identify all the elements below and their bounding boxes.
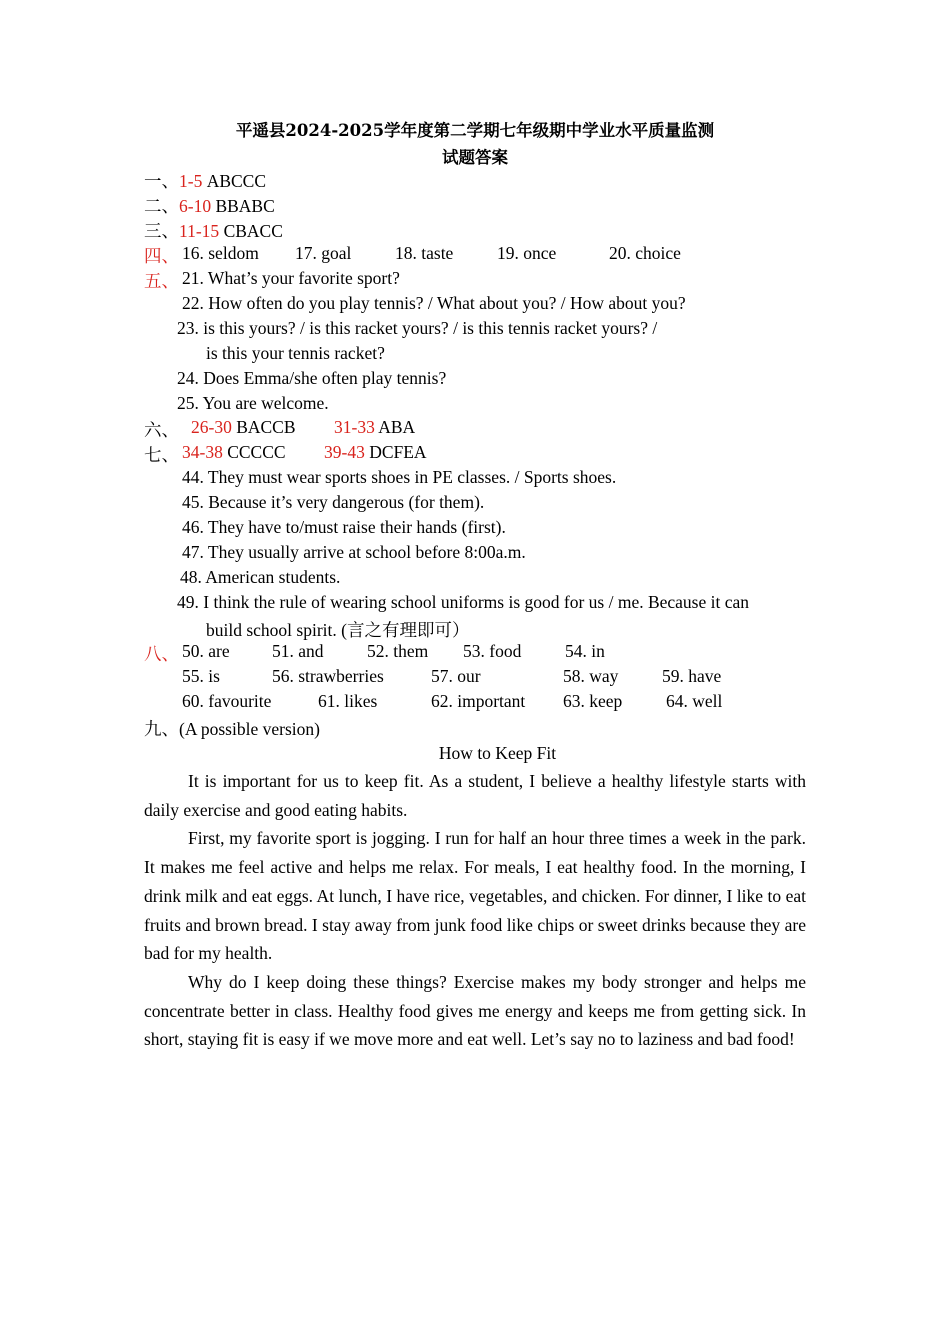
section-label: 二、 — [144, 196, 179, 216]
version-note: (A possible version) — [179, 719, 320, 739]
section-2 — [144, 193, 275, 218]
answer-key: ABCCC — [206, 171, 267, 191]
answer-range: 31-33 — [334, 417, 375, 437]
answer-key: ABA — [378, 417, 416, 437]
page-subtitle: 试题答案 — [442, 148, 508, 167]
essay-paragraph: It is important for us to keep fit. As a student, I believe a healthy lifestyle starts with daily exercise and good eating habits. — [144, 771, 806, 820]
answer-item: 62. important — [431, 691, 526, 711]
answer-line: 48. American students. — [180, 567, 341, 587]
answer-item: 20. choice — [609, 243, 681, 263]
answer-item: 63. keep — [563, 691, 623, 711]
answer-range: 6-10 — [179, 196, 212, 216]
page-title: 平遥县2024-2025学年度第二学期七年级期中学业水平质量监测 — [235, 121, 715, 140]
answer-range: 1-5 — [179, 171, 203, 191]
answer-line: 22. How often do you play tennis? / What about you? / How about you? — [182, 293, 686, 313]
section-label: 五、 — [144, 271, 179, 291]
answer-line: 21. What’s your favorite sport? — [182, 268, 400, 288]
answer-group — [182, 442, 286, 463]
answer-line: 24. Does Emma/she often play tennis? — [177, 368, 447, 388]
answer-item: 16. seldom — [182, 243, 259, 263]
answer-item: 59. have — [662, 666, 722, 686]
answer-line: 23. is this yours? / is this racket yours? / is this tennis racket yours? / — [177, 318, 658, 338]
essay-paragraph: Why do I keep doing these things? Exercise makes my body stronger and helps me concentrate better in class. Healthy food gives me energy and keeps me from getting sick. In short, staying fit is easy if we move more and eat well. Let’s say no to laziness and bad food! — [144, 971, 806, 1050]
essay-paragraph: First, my favorite sport is jogging. I run for half an hour three times a week in the park. It makes me feel active and helps me relax. For meals, I eat healthy food. In the morning, I drink milk and eat eggs. At lunch, I have rice, vegetables, and chicken. For dinner, I like to eat fruits and brown bread. I stay away from junk food like chips or sweet drinks because they are bad for my health. — [144, 828, 806, 964]
answer-item: 60. favourite — [182, 691, 272, 711]
answer-item: 53. food — [463, 641, 522, 661]
section-label: 六、 — [144, 420, 179, 440]
section-label: 一、 — [144, 171, 179, 191]
section-label: 三、 — [144, 221, 179, 241]
answer-key: DCFEA — [369, 442, 427, 462]
answer-range: 26-30 — [191, 417, 232, 437]
answer-group — [334, 417, 415, 438]
answer-key: CCCCC — [227, 442, 286, 462]
answer-range: 34-38 — [182, 442, 223, 462]
answer-item: 58. way — [563, 666, 619, 686]
section-label: 七、 — [144, 445, 179, 465]
section-3 — [144, 218, 283, 243]
answer-line: 46. They have to/must raise their hands (first). — [182, 517, 506, 537]
answer-line: 47. They usually arrive at school before 8:00a.m. — [182, 542, 526, 562]
section-9 — [144, 716, 320, 741]
section-label: 九、 — [144, 719, 179, 739]
answer-item: 19. once — [497, 243, 557, 263]
answer-line: is this your tennis racket? — [206, 343, 385, 363]
answer-group — [191, 417, 296, 438]
essay-body — [144, 767, 806, 1054]
section-label: 四、 — [144, 246, 179, 266]
section-label: 八、 — [144, 644, 179, 664]
answer-key: BBABC — [215, 196, 275, 216]
answer-range: 11-15 — [179, 221, 220, 241]
answer-item: 64. well — [666, 691, 723, 711]
answer-key: CBACC — [223, 221, 283, 241]
answer-range: 39-43 — [324, 442, 365, 462]
answer-item: 61. likes — [318, 691, 378, 711]
section-1 — [144, 168, 266, 193]
answer-item: 54. in — [565, 641, 605, 661]
answer-item: 51. and — [272, 641, 324, 661]
answer-line: 44. They must wear sports shoes in PE classes. / Sports shoes. — [182, 467, 617, 487]
answer-item: 18. taste — [395, 243, 454, 263]
answer-line: 49. I think the rule of wearing school uniforms is good for us / me. Because it can — [177, 592, 750, 612]
answer-line: 45. Because it’s very dangerous (for them). — [182, 492, 485, 512]
answer-group — [324, 442, 427, 463]
essay-title: How to Keep Fit — [438, 743, 557, 763]
answer-item: 57. our — [431, 666, 481, 686]
answer-item: 55. is — [182, 666, 220, 686]
answer-item: 17. goal — [295, 243, 352, 263]
answer-item: 50. are — [182, 641, 230, 661]
answer-line: build school spirit. (言之有理即可） — [206, 620, 470, 640]
answer-key: BACCB — [236, 417, 296, 437]
answer-item: 52. them — [367, 641, 429, 661]
answer-item: 56. strawberries — [272, 666, 384, 686]
answer-line: 25. You are welcome. — [177, 393, 329, 413]
